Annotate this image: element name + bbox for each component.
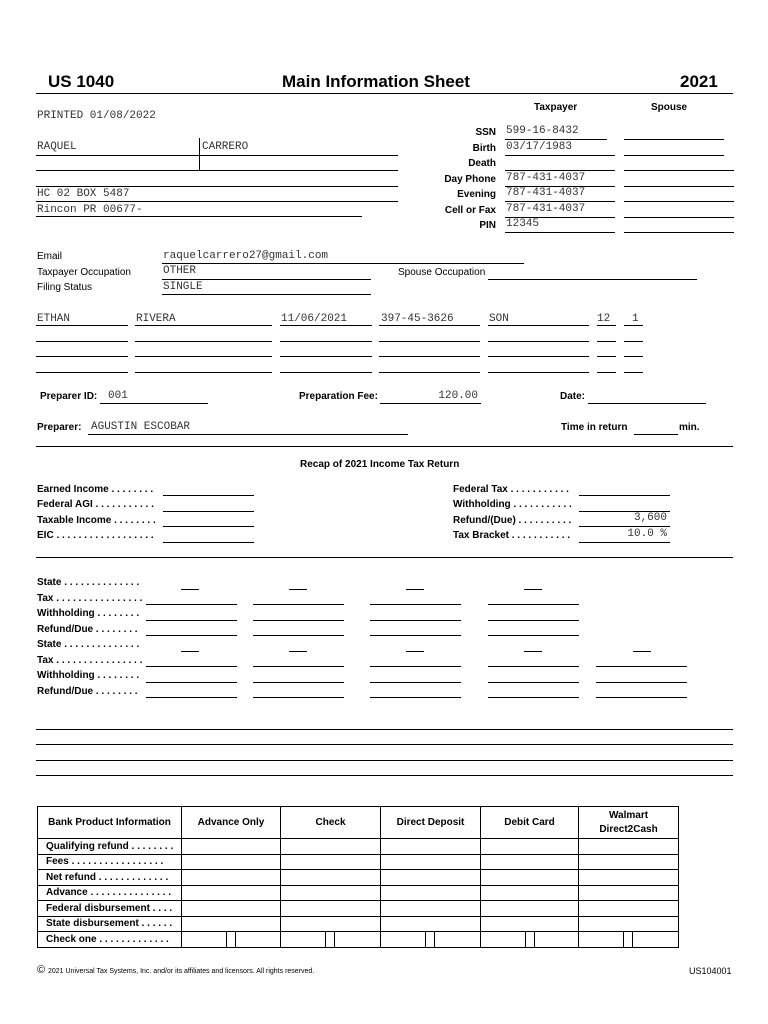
- check-one-box-walmart[interactable]: [579, 932, 678, 947]
- preparer-line: [88, 434, 408, 435]
- state-code-line: [289, 651, 307, 652]
- recap-taxable-income: Taxable Income . . . . . . . .: [37, 515, 156, 526]
- recap-line: [163, 511, 254, 512]
- state-amount-line: [596, 666, 687, 667]
- state-amount-line: [253, 697, 344, 698]
- state-amount-line: [488, 666, 579, 667]
- taxpayer-ssn: 599-16-8432: [506, 125, 579, 137]
- page-title: Main Information Sheet: [282, 72, 470, 91]
- dependent-line: [36, 356, 128, 357]
- state-amount-line: [146, 682, 237, 683]
- recap-refund-value: 3,600: [633, 512, 667, 524]
- notes-line: [36, 760, 733, 761]
- dependent-line: [280, 325, 372, 326]
- taxpayer-pin: 12345: [506, 218, 540, 230]
- state-amount-line: [488, 697, 579, 698]
- day-phone-label: Day Phone: [444, 174, 496, 185]
- state-refund-label-1: Refund/Due . . . . . . . .: [37, 624, 138, 635]
- state-amount-line: [488, 620, 579, 621]
- state-amount-line: [370, 604, 461, 605]
- dependent-line: [36, 325, 128, 326]
- filing-status-value: SINGLE: [163, 281, 203, 293]
- bank-header-debit-card: Debit Card: [481, 807, 579, 839]
- state-amount-line: [370, 682, 461, 683]
- col-taxpayer: Taxpayer: [534, 102, 578, 113]
- state-amount-line: [253, 604, 344, 605]
- email-line: [162, 263, 524, 264]
- tp-line: [505, 170, 615, 171]
- cell-fax-label: Cell or Fax: [444, 205, 496, 216]
- state-amount-line: [146, 604, 237, 605]
- notes-line: [36, 775, 733, 776]
- dependent-ssn: 397-45-3626: [381, 313, 454, 325]
- dependent-months: 12: [597, 313, 611, 325]
- bank-row-state-disbursement: State disbursement . . . . . .: [38, 916, 182, 932]
- dependent-line: [624, 356, 643, 357]
- form-code: US104001: [689, 966, 732, 976]
- state-amount-line: [488, 635, 579, 636]
- bank-row-advance: Advance . . . . . . . . . . . . . . .: [38, 885, 182, 901]
- bank-row-check-one: Check one . . . . . . . . . . . . .: [38, 932, 182, 948]
- dependent-line: [488, 325, 589, 326]
- state-amount-line: [253, 682, 344, 683]
- state-label-2: State . . . . . . . . . . . . . .: [37, 639, 140, 650]
- bank-header-advance: Advance Only: [182, 807, 281, 839]
- address-rule-1: [36, 201, 398, 202]
- spouse-occupation-line: [488, 279, 697, 280]
- preparation-fee-label: Preparation Fee:: [299, 391, 378, 402]
- recap-line: [163, 542, 254, 543]
- recap-federal-tax: Federal Tax . . . . . . . . . . .: [453, 484, 569, 495]
- dependent-line: [597, 356, 616, 357]
- state-code-line: [524, 651, 542, 652]
- dependent-line: [624, 325, 643, 326]
- recap-bracket-value: 10.0 %: [627, 528, 667, 540]
- taxpayer-birth: 03/17/1983: [506, 141, 573, 153]
- recap-tax-bracket: Tax Bracket . . . . . . . . . . .: [453, 530, 571, 541]
- state-amount-line: [253, 635, 344, 636]
- spouse-occupation-label: Spouse Occupation: [398, 267, 486, 278]
- state-refund-label-2: Refund/Due . . . . . . . .: [37, 686, 138, 697]
- dependent-code: 1: [632, 313, 639, 325]
- state-label-1: State . . . . . . . . . . . . . .: [37, 577, 140, 588]
- copyright-icon: ©: [37, 964, 46, 976]
- dependent-line: [135, 325, 272, 326]
- state-amount-line: [596, 697, 687, 698]
- recap-eic: EIC . . . . . . . . . . . . . . . . . .: [37, 530, 154, 541]
- state-amount-line: [146, 666, 237, 667]
- tp-line: [505, 201, 615, 202]
- preparer-id-label: Preparer ID:: [40, 391, 98, 402]
- recap-refund-due: Refund/(Due) . . . . . . . . . .: [453, 515, 572, 526]
- bank-row-fees: Fees . . . . . . . . . . . . . . . . .: [38, 854, 182, 870]
- taxpayer-last-name: CARRERO: [202, 141, 249, 153]
- preparer-name: AGUSTIN ESCOBAR: [91, 421, 191, 433]
- state-withholding-label-2: Withholding . . . . . . . .: [37, 670, 140, 681]
- name-divider: [199, 138, 200, 170]
- dependent-line: [379, 341, 480, 342]
- dependent-last-name: RIVERA: [136, 313, 176, 325]
- dependent-relation: SON: [489, 313, 509, 325]
- birth-label: Birth: [472, 143, 496, 154]
- taxpayer-evening: 787-431-4037: [506, 187, 586, 199]
- state-code-line: [181, 651, 199, 652]
- state-amount-line: [146, 697, 237, 698]
- state-tax-label-2: Tax . . . . . . . . . . . . . . . .: [37, 655, 143, 666]
- bank-header-info: Bank Product Information: [38, 807, 182, 839]
- sp-line: [624, 186, 734, 187]
- ssn-label: SSN: [475, 127, 496, 138]
- taxpayer-first-name: RAQUEL: [37, 141, 77, 153]
- preparation-fee: 120.00: [438, 390, 478, 402]
- preparer-label: Preparer:: [37, 422, 82, 433]
- tp-line: [505, 186, 615, 187]
- col-spouse: Spouse: [651, 102, 688, 113]
- state-code-line: [289, 589, 307, 590]
- state-code-line: [524, 589, 542, 590]
- notes-line: [36, 729, 733, 730]
- dependent-line: [624, 372, 643, 373]
- email-value: raquelcarrero27@gmail.com: [163, 250, 329, 262]
- fee-line: [380, 403, 481, 404]
- recap-line: [579, 542, 670, 543]
- dependent-line: [488, 356, 589, 357]
- state-amount-line: [146, 620, 237, 621]
- sp-line: [624, 139, 724, 140]
- header-rule: [36, 93, 733, 94]
- dependent-line: [488, 372, 589, 373]
- tp-line: [505, 232, 615, 233]
- taxpayer-day-phone: 787-431-4037: [506, 172, 586, 184]
- occupation-label: Taxpayer Occupation: [37, 267, 131, 278]
- sp-line: [624, 232, 734, 233]
- dependent-line: [488, 341, 589, 342]
- sp-line: [624, 155, 724, 156]
- date-line: [588, 403, 706, 404]
- recap-earned-income: Earned Income . . . . . . . .: [37, 484, 154, 495]
- address-line1: HC 02 BOX 5487: [37, 188, 130, 200]
- recap-line: [579, 526, 670, 527]
- recap-line: [163, 526, 254, 527]
- state-withholding-label-1: Withholding . . . . . . . .: [37, 608, 140, 619]
- state-code-line: [406, 651, 424, 652]
- dependent-line: [280, 341, 372, 342]
- check-one-box-debit-card[interactable]: [481, 932, 578, 947]
- address-line2: Rincon PR 00677-: [37, 204, 143, 216]
- preparer-id-line: [100, 403, 208, 404]
- printed-date: PRINTED 01/08/2022: [37, 110, 156, 122]
- dependent-line: [379, 325, 480, 326]
- check-one-box-check[interactable]: [281, 932, 380, 947]
- tp-line: [505, 139, 607, 140]
- bank-row-net-refund: Net refund . . . . . . . . . . . . .: [38, 870, 182, 886]
- state-code-line: [633, 651, 651, 652]
- dependent-line: [280, 356, 372, 357]
- pin-label: PIN: [479, 220, 496, 231]
- filing-status-line: [162, 294, 371, 295]
- bank-header-walmart: Walmart Direct2Cash: [579, 807, 679, 839]
- state-amount-line: [370, 697, 461, 698]
- section-rule: [36, 446, 733, 447]
- state-amount-line: [488, 682, 579, 683]
- taxpayer-cell: 787-431-4037: [506, 203, 586, 215]
- copyright-text: 2021 Universal Tax Systems, Inc. and/or its affiliates and licensors. All rights reserved.: [48, 968, 315, 975]
- dependent-line: [135, 341, 272, 342]
- dependent-line: [36, 372, 128, 373]
- sp-line: [624, 170, 734, 171]
- evening-label: Evening: [457, 189, 496, 200]
- recap-line: [579, 511, 670, 512]
- state-amount-line: [253, 666, 344, 667]
- occupation-value: OTHER: [163, 265, 197, 277]
- recap-federal-agi: Federal AGI . . . . . . . . . . .: [37, 499, 154, 510]
- death-label: Death: [468, 158, 496, 169]
- state-amount-line: [370, 620, 461, 621]
- check-one-box-direct-deposit[interactable]: [381, 932, 480, 947]
- email-label: Email: [37, 251, 63, 262]
- state-amount-line: [370, 635, 461, 636]
- dependent-line: [379, 356, 480, 357]
- section-rule: [36, 557, 733, 558]
- name-line: [36, 155, 398, 156]
- notes-line: [36, 744, 733, 745]
- tax-year: 2021: [680, 72, 718, 91]
- recap-line: [579, 495, 670, 496]
- dependent-line: [597, 325, 616, 326]
- bank-row-qualifying-refund: Qualifying refund . . . . . . . .: [38, 839, 182, 855]
- state-code-line: [181, 589, 199, 590]
- dependent-line: [36, 341, 128, 342]
- dependent-dob: 11/06/2021: [281, 313, 348, 325]
- state-amount-line: [146, 635, 237, 636]
- state-code-line: [406, 589, 424, 590]
- check-one-box-advance[interactable]: [182, 932, 280, 947]
- time-unit: min.: [679, 422, 700, 433]
- state-tax-label-1: Tax . . . . . . . . . . . . . . . .: [37, 593, 143, 604]
- state-amount-line: [488, 604, 579, 605]
- recap-title: Recap of 2021 Income Tax Return: [300, 459, 460, 470]
- dependent-line: [597, 372, 616, 373]
- address-rule-2: [36, 216, 362, 217]
- dependent-line: [135, 356, 272, 357]
- recap-withholding: Withholding . . . . . . . . . . .: [453, 499, 572, 510]
- occupation-line: [162, 279, 371, 280]
- tp-line: [505, 217, 615, 218]
- recap-line: [163, 495, 254, 496]
- state-amount-line: [596, 682, 687, 683]
- sp-line: [624, 217, 734, 218]
- dependent-line: [280, 372, 372, 373]
- tp-line: [505, 155, 615, 156]
- dependent-line: [597, 341, 616, 342]
- state-amount-line: [370, 666, 461, 667]
- dependent-line: [135, 372, 272, 373]
- dependent-line: [624, 341, 643, 342]
- time-line: [634, 434, 678, 435]
- address-line-blank: [36, 186, 398, 187]
- date-label: Date:: [560, 391, 586, 402]
- bank-header-check: Check: [281, 807, 381, 839]
- bank-row-federal-disbursement: Federal disbursement . . . .: [38, 901, 182, 917]
- sp-line: [624, 201, 734, 202]
- dependent-line: [379, 372, 480, 373]
- time-in-return-label: Time in return: [561, 422, 628, 433]
- preparer-id: 001: [108, 390, 128, 402]
- bank-product-table: [37, 806, 679, 948]
- filing-status-label: Filing Status: [37, 282, 93, 293]
- state-amount-line: [253, 620, 344, 621]
- dependent-first-name: ETHAN: [37, 313, 71, 325]
- name-line-2: [36, 170, 398, 171]
- bank-header-direct-deposit: Direct Deposit: [381, 807, 481, 839]
- form-number: US 1040: [48, 72, 115, 91]
